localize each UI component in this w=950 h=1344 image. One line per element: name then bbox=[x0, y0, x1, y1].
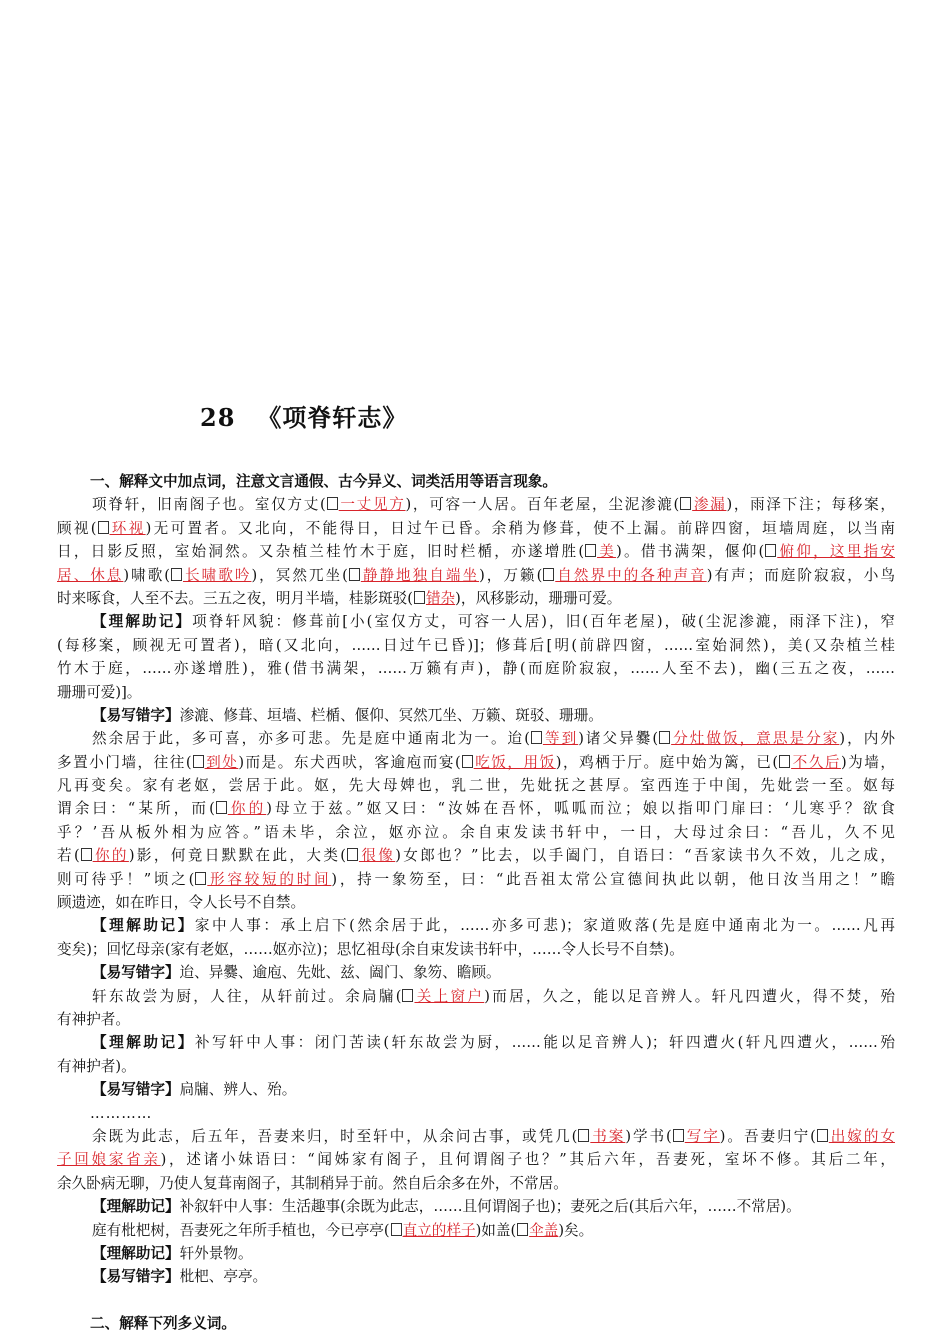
checkbox-icon bbox=[327, 497, 338, 510]
passage-line: 时来啄食，人至不去。三五之夜，明月半墙，桂影斑驳( 错杂)，风移影动，珊珊可爱。 bbox=[57, 589, 622, 607]
memory-note: 【理解助记】项脊轩风貌：修葺前[小(室仅方丈，可容一人居)，旧(百年老屋)，破(尘泥渗漉，雨泽下注)，窄 bbox=[92, 613, 895, 631]
checkbox-icon bbox=[391, 1223, 402, 1236]
memory-note: 【理解助记】轩外景物。 bbox=[92, 1244, 253, 1262]
answer: 直立的样子 bbox=[402, 1221, 476, 1239]
answer: 写字 bbox=[684, 1127, 720, 1145]
memory-note: 有神护者)。 bbox=[57, 1057, 136, 1075]
passage-line: 然余居于此，多可喜，亦多可悲。先是庭中通南北为一。迨( 等到)诸父异爨( 分灶做饭，意思是分家)，内外 bbox=[92, 730, 895, 748]
answer: 你的 bbox=[227, 800, 267, 818]
checkbox-icon bbox=[585, 544, 596, 557]
passage-line: 项脊轩，旧南阁子也。室仅方丈( 一丈见方)，可容一人居。百年老屋，尘泥渗漉( 渗漏)，雨泽下注；每移案， bbox=[92, 496, 895, 514]
passage-line: 居、休息)啸歌( 长啸歌吟)，冥然兀坐( 静静地独自端坐)，万籁( 自然界中的各种声音)有声；而庭阶寂寂，小鸟 bbox=[57, 566, 895, 584]
passage-line: 子回娘家省亲)，述诸小妹语曰：“闻姊家有阁子，且何谓阁子也？”其后六年，吾妻死，室坏不修。其后二年， bbox=[57, 1151, 895, 1169]
answer: 渗漏 bbox=[692, 496, 727, 514]
answer: 出嫁的女 bbox=[828, 1127, 895, 1145]
typo-note: 【易写错字】扃牖、辨人、殆。 bbox=[92, 1081, 297, 1099]
answer: 关上窗户 bbox=[414, 987, 485, 1005]
checkbox-icon bbox=[81, 848, 92, 861]
answer: 到处 bbox=[204, 753, 239, 771]
passage-line: 乎？’吾从板外相为应答。”语未毕，余泣，妪亦泣。余自束发读书轩中，一日，大母过余曰：“吾儿，久不见 bbox=[57, 823, 895, 841]
answer: 错杂 bbox=[425, 589, 456, 607]
page-title bbox=[200, 398, 407, 433]
answer: 你的 bbox=[92, 847, 129, 865]
checkbox-icon bbox=[98, 521, 109, 534]
answer: 分灶做饭，意思是分家 bbox=[671, 730, 840, 748]
answer: 环视 bbox=[109, 519, 146, 537]
passage-line: 余既为此志，后五年，吾妻来归，时至轩中，从余问古事，或凭几( 书案)学书( 写字)。吾妻归宁( 出嫁的女 bbox=[92, 1127, 895, 1145]
checkbox-icon bbox=[659, 731, 670, 744]
answer: 形容较短的时间 bbox=[207, 870, 332, 888]
passage-line: 有神护者。 bbox=[57, 1010, 130, 1028]
checkbox-icon bbox=[531, 731, 542, 744]
passage-line: 余久卧病无聊，乃使人复葺南阁子，其制稍异于前。然自后余多在外，不常居。 bbox=[57, 1174, 568, 1192]
checkbox-icon bbox=[347, 848, 358, 861]
checkbox-icon bbox=[349, 568, 360, 581]
ellipsis: ………… bbox=[90, 1104, 153, 1122]
checkbox-icon bbox=[414, 591, 425, 604]
checkbox-icon bbox=[779, 755, 790, 768]
answer: 不久后 bbox=[791, 753, 841, 771]
answer: 子回娘家省亲 bbox=[57, 1151, 161, 1169]
answer: 书案 bbox=[590, 1127, 626, 1145]
passage-line: 凡再变矣。家有老妪，尝居于此。妪，先大母婢也，乳二世，先妣抚之甚厚。室西连于中闺，先妣尝一至。妪每 bbox=[57, 777, 895, 795]
memory-note: 珊珊可爱)]。 bbox=[57, 683, 142, 701]
answer: 一丈见方 bbox=[338, 496, 406, 514]
title-text: 《项脊轩志》 bbox=[257, 403, 408, 432]
section-1-heading: 一、解释文中加点词，注意文言通假、古今异义、词类活用等语言现象。 bbox=[90, 473, 558, 490]
checkbox-icon bbox=[673, 1129, 684, 1142]
checkbox-icon bbox=[543, 568, 554, 581]
checkbox-icon bbox=[402, 989, 413, 1002]
typo-note: 【易写错字】枇杷、亭亭。 bbox=[92, 1268, 268, 1286]
checkbox-icon bbox=[216, 801, 227, 814]
checkbox-icon bbox=[462, 755, 473, 768]
checkbox-icon bbox=[680, 497, 691, 510]
memory-note: 【理解助记】补叙轩中人事：生活趣事(余既为此志，……且何谓阁子也)；妻死之后(其后六年，……不常居)。 bbox=[92, 1198, 801, 1216]
checkbox-icon bbox=[578, 1129, 589, 1142]
passage-line: 多置小门墙，往往( 到处)而是。东犬西吠，客逾庖而宴( 吃饭，用饭)，鸡栖于厅。庭中始为篱，已( 不久后)为墙， bbox=[57, 753, 895, 771]
title-number: 28 bbox=[200, 403, 236, 432]
memory-note: 【理解助记】补写轩中人事：闭门苦读(轩东故尝为厨，……能以足音辨人)；轩四遭火(轩凡四遭火，……殆 bbox=[92, 1034, 895, 1052]
checkbox-icon bbox=[765, 544, 776, 557]
checkbox-icon bbox=[195, 872, 206, 885]
checkbox-icon bbox=[171, 568, 182, 581]
passage-line: 谓余曰：“某所，而( 你的)母立于兹。”妪又曰：“汝姊在吾怀，呱呱而泣；娘以指叩门扉曰：‘儿寒乎？欲食 bbox=[57, 800, 895, 818]
answer: 静静地独自端坐 bbox=[360, 566, 480, 584]
answer: 自然界中的各种声音 bbox=[555, 566, 707, 584]
answer: 长啸歌吟 bbox=[183, 566, 252, 584]
section-2-heading: 二、解释下列多义词。 bbox=[90, 1314, 236, 1332]
memory-note: 【理解助记】家中人事：承上启下(然余居于此，……亦多可悲)；家道败落(先是庭中通南北为一。……凡再 bbox=[92, 917, 895, 935]
document-body bbox=[57, 470, 895, 1335]
passage-line: 顾遗迹，如在昨日，令人长号不自禁。 bbox=[57, 894, 306, 912]
passage-line: 轩东故尝为厨，人往，从轩前过。余扃牖( 关上窗户)而居，久之，能以足音辨人。轩凡四遭火，得不焚，殆 bbox=[92, 987, 895, 1005]
passage-line: 顾视( 环视)无可置者。又北向，不能得日，日过午已昏。余稍为修葺，使不上漏。前辟四窗，垣墙周庭，以当南 bbox=[57, 519, 895, 537]
typo-note: 【易写错字】迨、异爨、逾庖、先妣、兹、阖门、象笏、瞻顾。 bbox=[92, 964, 501, 982]
checkbox-icon bbox=[817, 1129, 828, 1142]
memory-note: 竹木于庭，……亦遂增胜)，雅(借书满架，……万籁有声)，静(而庭阶寂寂，……人至不去)，幽(三五之夜，…… bbox=[57, 660, 895, 678]
passage-line: 日，日影反照，室始洞然。又杂植兰桂竹木于庭，旧时栏楯，亦遂增胜( 美)。借书满架，偃仰( 俯仰，这里指安 bbox=[57, 543, 895, 561]
answer: 伞盖 bbox=[529, 1221, 559, 1239]
answer: 吃饭，用饭 bbox=[473, 753, 556, 771]
answer: 等到 bbox=[542, 730, 579, 748]
answer: 很像 bbox=[358, 847, 396, 865]
answer: 俯仰，这里指安 bbox=[777, 543, 895, 561]
answer: 居、休息 bbox=[57, 566, 124, 584]
checkbox-icon bbox=[517, 1223, 528, 1236]
passage-line: 则可待乎！”顷之( 形容较短的时间)，持一象笏至，曰：“此吾祖太常公宣德间执此以朝，他日汝当用之！”瞻 bbox=[57, 870, 896, 888]
memory-note: 变矣)；回忆母亲(家有老妪，……妪亦泣)；思忆祖母(余自束发读书轩中，……令人长号不自禁)。 bbox=[57, 940, 684, 958]
passage-line: 庭有枇杷树，吾妻死之年所手植也，今已亭亭( 直立的样子)如盖( 伞盖)矣。 bbox=[92, 1221, 594, 1239]
passage-line: 若( 你的)影，何竟日默默在此，大类( 很像)女郎也？”比去，以手阖门，自语曰：“吾家读书久不效，儿之成， bbox=[57, 847, 895, 865]
memory-note: (每移案，顾视无可置者)，暗(又北向，……日过午已昏)]；修葺后[明(前辟四窗，……室始洞然)，美(又杂植兰桂 bbox=[57, 636, 895, 654]
answer: 美 bbox=[597, 543, 617, 561]
checkbox-icon bbox=[193, 755, 204, 768]
typo-note: 【易写错字】渗漉、修葺、垣墙、栏楯、偃仰、冥然兀坐、万籁、斑驳、珊珊。 bbox=[92, 706, 603, 724]
